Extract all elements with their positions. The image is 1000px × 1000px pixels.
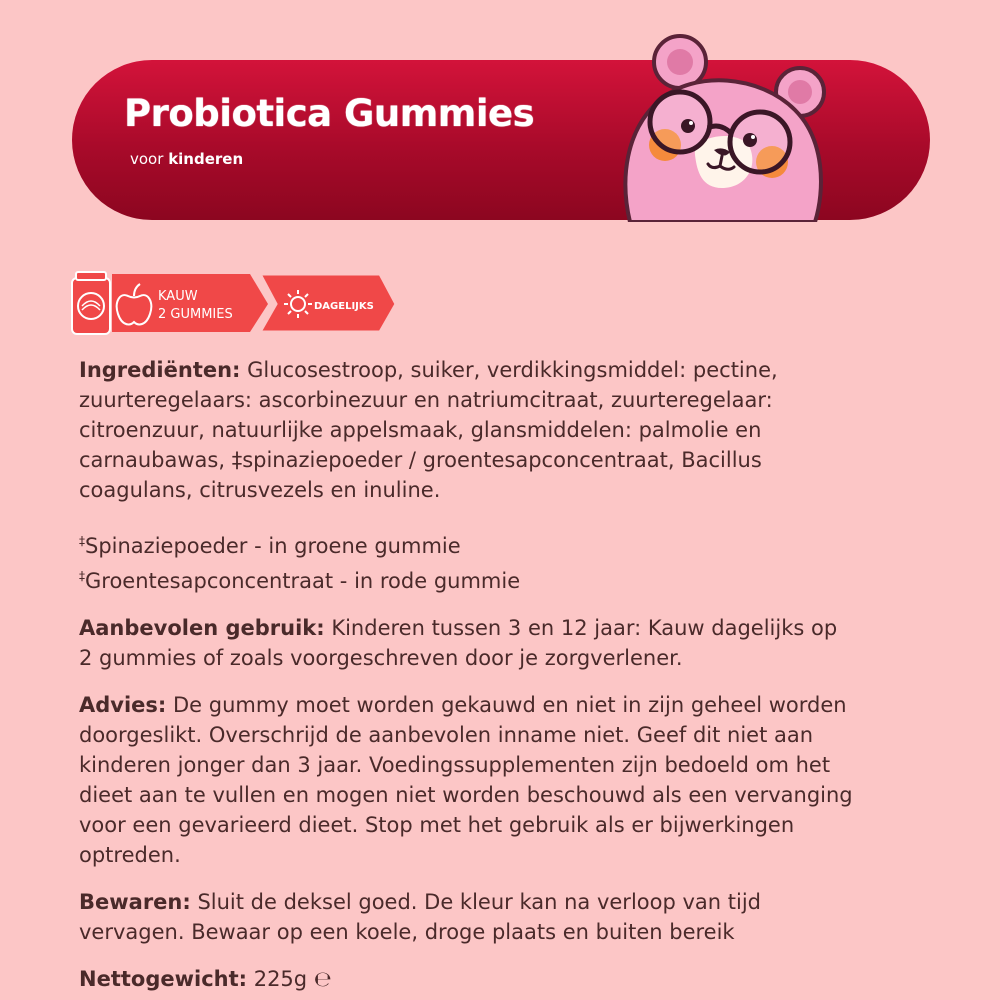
ingredients-text-1: Glucosestroop, suiker, verdikkingsmiddel: pectine, bbox=[240, 358, 778, 382]
advice-text-1: De gummy moet worden gekauwd en niet in zijn geheel worden bbox=[166, 693, 847, 717]
advice-text-5: voor een gevarieerd dieet. Stop met het gebruik als er bijwerkingen bbox=[79, 813, 795, 837]
footnote-2 bbox=[79, 561, 929, 596]
net-weight-value: 225g bbox=[247, 967, 308, 991]
ingredients-text-3: citroenzuur, natuurlijke appelsmaak, glansmiddelen: palmolie en bbox=[79, 418, 762, 442]
advice-text-2: doorgeslikt. Overschrijd de aanbevolen inname niet. Geef dit niet aan bbox=[79, 723, 814, 747]
usage-text-2: 2 gummies of zoals voorgeschreven door je zorgverlener. bbox=[79, 646, 683, 670]
footnote-1-text: Spinaziepoeder - in groene gummie bbox=[85, 534, 461, 558]
advice-label: Advies: bbox=[79, 693, 167, 717]
footnote-mark-1: ‡ bbox=[79, 534, 85, 548]
storage-text-2: vervagen. Bewaar op een koele, droge plaats en buiten bereik bbox=[79, 920, 735, 944]
bear-mascot-icon bbox=[600, 30, 840, 222]
usage-label: Aanbevolen gebruik: bbox=[79, 616, 325, 640]
product-info bbox=[79, 355, 929, 994]
net-weight-line bbox=[79, 964, 929, 994]
estimate-mark: ℮ bbox=[313, 967, 332, 991]
usage-text-1: Kinderen tussen 3 en 12 jaar: Kauw dagelijks op bbox=[324, 616, 838, 640]
advice-text-4: dieet aan te vullen en mogen niet worden beschouwd als een vervanging bbox=[79, 783, 853, 807]
ingredients-text-5: coagulans, citrusvezels en inuline. bbox=[79, 478, 441, 502]
usage-line bbox=[79, 613, 929, 643]
footnote-mark-2: ‡ bbox=[79, 569, 85, 583]
product-subtitle bbox=[130, 150, 243, 168]
advice-text-6: optreden. bbox=[79, 843, 181, 867]
badge-chew-line2: 2 GUMMIES bbox=[158, 307, 233, 322]
ingredients-line bbox=[79, 355, 929, 385]
storage-label: Bewaren: bbox=[79, 890, 191, 914]
subtitle-bold: kinderen bbox=[168, 150, 244, 168]
badge-chew-line1: KAUW bbox=[158, 289, 198, 304]
ingredients-text-2: zuurteregelaars: ascorbinezuur en natriumcitraat, zuurteregelaar: bbox=[79, 388, 773, 412]
subtitle-prefix: voor bbox=[130, 150, 164, 168]
storage-text-1: Sluit de deksel goed. De kleur kan na verloop van tijd bbox=[190, 890, 761, 914]
usage-badges bbox=[70, 270, 410, 336]
advice-text-3: kinderen jonger dan 3 jaar. Voedingssupplementen zijn bedoeld om het bbox=[79, 753, 831, 777]
footnote-1 bbox=[79, 526, 929, 561]
net-weight-label: Nettogewicht: bbox=[79, 967, 248, 991]
advice-line bbox=[79, 690, 929, 720]
footnote-2-text: Groentesapconcentraat - in rode gummie bbox=[85, 569, 521, 593]
jar-icon bbox=[72, 272, 110, 334]
ingredients-label: Ingrediënten: bbox=[79, 358, 241, 382]
ingredients-text-4: carnaubawas, ‡spinaziepoeder / groentesapconcentraat, Bacillus bbox=[79, 448, 762, 472]
badge-daily: DAGELIJKS bbox=[314, 301, 374, 312]
product-title: Probiotica Gummies bbox=[124, 92, 535, 135]
storage-line bbox=[79, 887, 929, 917]
